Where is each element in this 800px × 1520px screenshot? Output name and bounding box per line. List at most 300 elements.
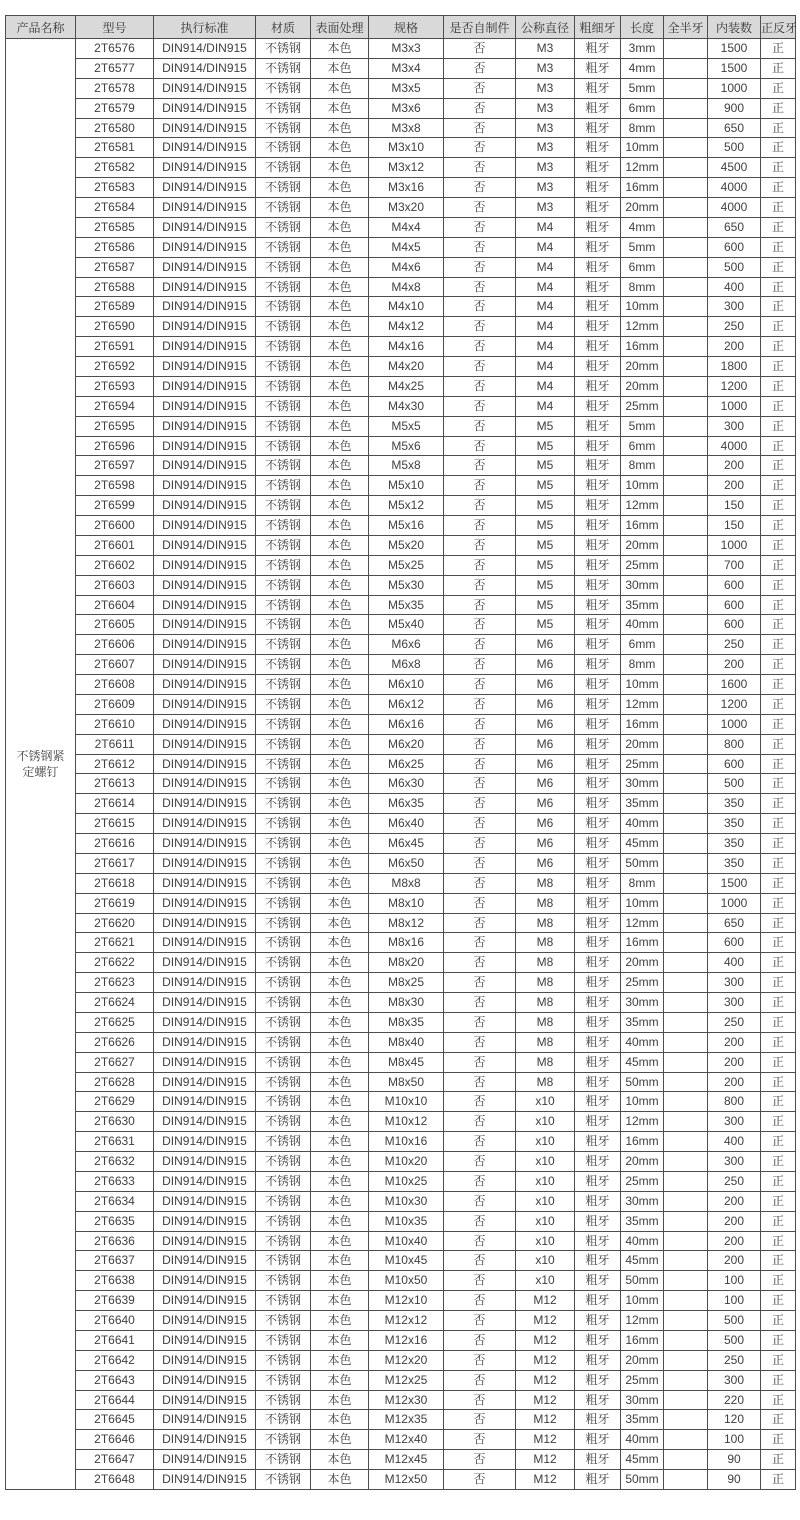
cell-model: 2T6578 bbox=[76, 78, 154, 98]
cell-pack-qty: 600 bbox=[708, 933, 761, 953]
cell-thread-pitch: 粗牙 bbox=[575, 496, 621, 516]
cell-standard: DIN914/DIN915 bbox=[154, 118, 256, 138]
cell-diameter: x10 bbox=[516, 1092, 575, 1112]
cell-spec: M6x8 bbox=[369, 655, 444, 675]
cell-surface: 本色 bbox=[311, 973, 369, 993]
cell-self-made: 否 bbox=[444, 953, 516, 973]
cell-spec: M3x3 bbox=[369, 39, 444, 59]
cell-pack-qty: 100 bbox=[708, 1271, 761, 1291]
table-row bbox=[6, 476, 796, 496]
table-row bbox=[6, 535, 796, 555]
cell-material: 不锈钢 bbox=[256, 357, 311, 377]
cell-thread-pitch: 粗牙 bbox=[575, 694, 621, 714]
cell-material: 不锈钢 bbox=[256, 993, 311, 1013]
cell-thread-coverage bbox=[664, 873, 708, 893]
cell-thread-direction: 正 bbox=[761, 456, 796, 476]
cell-thread-coverage bbox=[664, 1152, 708, 1172]
cell-surface: 本色 bbox=[311, 794, 369, 814]
cell-material: 不锈钢 bbox=[256, 893, 311, 913]
table-row bbox=[6, 675, 796, 695]
cell-thread-coverage bbox=[664, 754, 708, 774]
cell-length: 40mm bbox=[621, 1430, 664, 1450]
cell-model: 2T6621 bbox=[76, 933, 154, 953]
cell-length: 4mm bbox=[621, 217, 664, 237]
cell-material: 不锈钢 bbox=[256, 913, 311, 933]
cell-spec: M6x35 bbox=[369, 794, 444, 814]
cell-material: 不锈钢 bbox=[256, 1112, 311, 1132]
cell-model: 2T6613 bbox=[76, 774, 154, 794]
cell-thread-direction: 正 bbox=[761, 535, 796, 555]
cell-standard: DIN914/DIN915 bbox=[154, 1211, 256, 1231]
table-row bbox=[6, 754, 796, 774]
cell-diameter: M5 bbox=[516, 516, 575, 536]
cell-diameter: M3 bbox=[516, 98, 575, 118]
cell-length: 8mm bbox=[621, 655, 664, 675]
cell-thread-coverage bbox=[664, 734, 708, 754]
cell-thread-direction: 正 bbox=[761, 1330, 796, 1350]
table-row bbox=[6, 913, 796, 933]
cell-thread-coverage bbox=[664, 1450, 708, 1470]
cell-diameter: M8 bbox=[516, 1012, 575, 1032]
table-row bbox=[6, 98, 796, 118]
cell-spec: M10x25 bbox=[369, 1171, 444, 1191]
cell-thread-coverage bbox=[664, 1211, 708, 1231]
cell-surface: 本色 bbox=[311, 277, 369, 297]
cell-length: 25mm bbox=[621, 754, 664, 774]
cell-thread-direction: 正 bbox=[761, 1112, 796, 1132]
cell-length: 6mm bbox=[621, 635, 664, 655]
cell-thread-direction: 正 bbox=[761, 436, 796, 456]
cell-material: 不锈钢 bbox=[256, 376, 311, 396]
cell-model: 2T6648 bbox=[76, 1470, 154, 1490]
cell-diameter: M8 bbox=[516, 1032, 575, 1052]
cell-self-made: 否 bbox=[444, 317, 516, 337]
table-row bbox=[6, 337, 796, 357]
cell-surface: 本色 bbox=[311, 58, 369, 78]
cell-thread-direction: 正 bbox=[761, 1271, 796, 1291]
cell-standard: DIN914/DIN915 bbox=[154, 754, 256, 774]
cell-self-made: 否 bbox=[444, 237, 516, 257]
cell-surface: 本色 bbox=[311, 1152, 369, 1172]
cell-surface: 本色 bbox=[311, 1171, 369, 1191]
cell-model: 2T6610 bbox=[76, 714, 154, 734]
cell-thread-coverage bbox=[664, 1231, 708, 1251]
cell-length: 25mm bbox=[621, 973, 664, 993]
cell-standard: DIN914/DIN915 bbox=[154, 98, 256, 118]
cell-thread-coverage bbox=[664, 257, 708, 277]
cell-model: 2T6600 bbox=[76, 516, 154, 536]
cell-diameter: M6 bbox=[516, 754, 575, 774]
cell-diameter: M5 bbox=[516, 575, 575, 595]
cell-self-made: 否 bbox=[444, 1390, 516, 1410]
table-row bbox=[6, 834, 796, 854]
cell-standard: DIN914/DIN915 bbox=[154, 675, 256, 695]
cell-length: 10mm bbox=[621, 675, 664, 695]
cell-diameter: M8 bbox=[516, 973, 575, 993]
cell-thread-pitch: 粗牙 bbox=[575, 297, 621, 317]
cell-model: 2T6644 bbox=[76, 1390, 154, 1410]
cell-model: 2T6611 bbox=[76, 734, 154, 754]
cell-diameter: M3 bbox=[516, 158, 575, 178]
cell-thread-coverage bbox=[664, 376, 708, 396]
cell-thread-pitch: 粗牙 bbox=[575, 138, 621, 158]
table-row bbox=[6, 317, 796, 337]
cell-thread-pitch: 粗牙 bbox=[575, 814, 621, 834]
cell-thread-pitch: 粗牙 bbox=[575, 635, 621, 655]
cell-pack-qty: 250 bbox=[708, 635, 761, 655]
cell-diameter: M6 bbox=[516, 714, 575, 734]
table-row bbox=[6, 78, 796, 98]
cell-thread-coverage bbox=[664, 694, 708, 714]
cell-diameter: M3 bbox=[516, 39, 575, 59]
cell-material: 不锈钢 bbox=[256, 78, 311, 98]
cell-model: 2T6616 bbox=[76, 834, 154, 854]
cell-spec: M4x10 bbox=[369, 297, 444, 317]
cell-thread-pitch: 粗牙 bbox=[575, 1191, 621, 1211]
cell-thread-coverage bbox=[664, 476, 708, 496]
table-row bbox=[6, 1271, 796, 1291]
cell-thread-direction: 正 bbox=[761, 217, 796, 237]
cell-diameter: M3 bbox=[516, 118, 575, 138]
cell-thread-coverage bbox=[664, 774, 708, 794]
cell-self-made: 否 bbox=[444, 1430, 516, 1450]
cell-self-made: 否 bbox=[444, 496, 516, 516]
cell-thread-coverage bbox=[664, 913, 708, 933]
cell-thread-coverage bbox=[664, 138, 708, 158]
cell-material: 不锈钢 bbox=[256, 1092, 311, 1112]
cell-material: 不锈钢 bbox=[256, 476, 311, 496]
cell-length: 30mm bbox=[621, 575, 664, 595]
cell-spec: M4x6 bbox=[369, 257, 444, 277]
cell-thread-direction: 正 bbox=[761, 1132, 796, 1152]
cell-spec: M4x20 bbox=[369, 357, 444, 377]
cell-thread-direction: 正 bbox=[761, 78, 796, 98]
cell-diameter: M6 bbox=[516, 794, 575, 814]
cell-self-made: 否 bbox=[444, 1410, 516, 1430]
cell-pack-qty: 200 bbox=[708, 456, 761, 476]
cell-standard: DIN914/DIN915 bbox=[154, 1370, 256, 1390]
table-row bbox=[6, 357, 796, 377]
cell-diameter: M4 bbox=[516, 277, 575, 297]
table-row bbox=[6, 714, 796, 734]
cell-model: 2T6614 bbox=[76, 794, 154, 814]
cell-pack-qty: 200 bbox=[708, 476, 761, 496]
cell-material: 不锈钢 bbox=[256, 158, 311, 178]
cell-diameter: M6 bbox=[516, 694, 575, 714]
cell-surface: 本色 bbox=[311, 496, 369, 516]
cell-pack-qty: 1800 bbox=[708, 357, 761, 377]
cell-pack-qty: 1000 bbox=[708, 893, 761, 913]
cell-thread-coverage bbox=[664, 1191, 708, 1211]
cell-length: 5mm bbox=[621, 237, 664, 257]
cell-diameter: M6 bbox=[516, 774, 575, 794]
cell-self-made: 否 bbox=[444, 913, 516, 933]
cell-surface: 本色 bbox=[311, 396, 369, 416]
cell-thread-direction: 正 bbox=[761, 694, 796, 714]
cell-material: 不锈钢 bbox=[256, 1152, 311, 1172]
cell-thread-pitch: 粗牙 bbox=[575, 1291, 621, 1311]
cell-diameter: M6 bbox=[516, 814, 575, 834]
cell-model: 2T6576 bbox=[76, 39, 154, 59]
cell-thread-coverage bbox=[664, 1092, 708, 1112]
cell-standard: DIN914/DIN915 bbox=[154, 516, 256, 536]
cell-model: 2T6634 bbox=[76, 1191, 154, 1211]
cell-thread-pitch: 粗牙 bbox=[575, 555, 621, 575]
cell-diameter: M4 bbox=[516, 297, 575, 317]
cell-thread-direction: 正 bbox=[761, 794, 796, 814]
table-body bbox=[6, 39, 796, 1490]
cell-thread-direction: 正 bbox=[761, 1450, 796, 1470]
cell-model: 2T6636 bbox=[76, 1231, 154, 1251]
cell-thread-pitch: 粗牙 bbox=[575, 933, 621, 953]
cell-spec: M3x5 bbox=[369, 78, 444, 98]
cell-standard: DIN914/DIN915 bbox=[154, 595, 256, 615]
cell-thread-direction: 正 bbox=[761, 1370, 796, 1390]
cell-self-made: 否 bbox=[444, 1271, 516, 1291]
cell-pack-qty: 200 bbox=[708, 1251, 761, 1271]
cell-spec: M8x20 bbox=[369, 953, 444, 973]
cell-pack-qty: 1500 bbox=[708, 58, 761, 78]
cell-thread-coverage bbox=[664, 1112, 708, 1132]
cell-surface: 本色 bbox=[311, 893, 369, 913]
table-row bbox=[6, 953, 796, 973]
cell-material: 不锈钢 bbox=[256, 118, 311, 138]
cell-material: 不锈钢 bbox=[256, 1450, 311, 1470]
cell-material: 不锈钢 bbox=[256, 595, 311, 615]
cell-material: 不锈钢 bbox=[256, 853, 311, 873]
cell-diameter: M4 bbox=[516, 337, 575, 357]
cell-spec: M8x25 bbox=[369, 973, 444, 993]
cell-standard: DIN914/DIN915 bbox=[154, 1470, 256, 1490]
table-row bbox=[6, 1132, 796, 1152]
cell-material: 不锈钢 bbox=[256, 396, 311, 416]
cell-surface: 本色 bbox=[311, 317, 369, 337]
cell-thread-pitch: 粗牙 bbox=[575, 953, 621, 973]
cell-standard: DIN914/DIN915 bbox=[154, 1012, 256, 1032]
cell-surface: 本色 bbox=[311, 1112, 369, 1132]
cell-pack-qty: 300 bbox=[708, 993, 761, 1013]
cell-surface: 本色 bbox=[311, 98, 369, 118]
cell-material: 不锈钢 bbox=[256, 973, 311, 993]
cell-self-made: 否 bbox=[444, 1450, 516, 1470]
cell-diameter: M12 bbox=[516, 1410, 575, 1430]
cell-surface: 本色 bbox=[311, 178, 369, 198]
cell-length: 12mm bbox=[621, 1112, 664, 1132]
cell-self-made: 否 bbox=[444, 1291, 516, 1311]
cell-model: 2T6615 bbox=[76, 814, 154, 834]
cell-length: 30mm bbox=[621, 993, 664, 1013]
cell-thread-direction: 正 bbox=[761, 1470, 796, 1490]
cell-material: 不锈钢 bbox=[256, 1410, 311, 1430]
cell-standard: DIN914/DIN915 bbox=[154, 496, 256, 516]
cell-standard: DIN914/DIN915 bbox=[154, 158, 256, 178]
cell-standard: DIN914/DIN915 bbox=[154, 615, 256, 635]
cell-thread-direction: 正 bbox=[761, 1032, 796, 1052]
cell-self-made: 否 bbox=[444, 595, 516, 615]
cell-model: 2T6627 bbox=[76, 1052, 154, 1072]
cell-surface: 本色 bbox=[311, 873, 369, 893]
cell-self-made: 否 bbox=[444, 993, 516, 1013]
cell-surface: 本色 bbox=[311, 217, 369, 237]
cell-model: 2T6635 bbox=[76, 1211, 154, 1231]
cell-thread-direction: 正 bbox=[761, 933, 796, 953]
cell-thread-coverage bbox=[664, 1132, 708, 1152]
cell-thread-coverage bbox=[664, 714, 708, 734]
table-row bbox=[6, 575, 796, 595]
cell-material: 不锈钢 bbox=[256, 873, 311, 893]
cell-surface: 本色 bbox=[311, 1012, 369, 1032]
cell-model: 2T6606 bbox=[76, 635, 154, 655]
cell-standard: DIN914/DIN915 bbox=[154, 1171, 256, 1191]
cell-self-made: 否 bbox=[444, 814, 516, 834]
cell-model: 2T6633 bbox=[76, 1171, 154, 1191]
cell-thread-coverage bbox=[664, 496, 708, 516]
cell-thread-direction: 正 bbox=[761, 357, 796, 377]
cell-thread-pitch: 粗牙 bbox=[575, 913, 621, 933]
cell-thread-direction: 正 bbox=[761, 615, 796, 635]
cell-spec: M4x12 bbox=[369, 317, 444, 337]
col-header-length: 长度 bbox=[621, 16, 664, 39]
cell-diameter: M4 bbox=[516, 376, 575, 396]
cell-thread-pitch: 粗牙 bbox=[575, 1330, 621, 1350]
cell-standard: DIN914/DIN915 bbox=[154, 933, 256, 953]
cell-thread-direction: 正 bbox=[761, 774, 796, 794]
cell-thread-pitch: 粗牙 bbox=[575, 376, 621, 396]
cell-standard: DIN914/DIN915 bbox=[154, 1450, 256, 1470]
cell-self-made: 否 bbox=[444, 774, 516, 794]
cell-material: 不锈钢 bbox=[256, 754, 311, 774]
cell-material: 不锈钢 bbox=[256, 834, 311, 854]
cell-spec: M8x30 bbox=[369, 993, 444, 1013]
header-row bbox=[6, 16, 796, 39]
cell-pack-qty: 100 bbox=[708, 1291, 761, 1311]
cell-diameter: M5 bbox=[516, 595, 575, 615]
cell-material: 不锈钢 bbox=[256, 516, 311, 536]
cell-model: 2T6609 bbox=[76, 694, 154, 714]
cell-thread-direction: 正 bbox=[761, 257, 796, 277]
cell-spec: M5x30 bbox=[369, 575, 444, 595]
cell-length: 20mm bbox=[621, 535, 664, 555]
cell-standard: DIN914/DIN915 bbox=[154, 217, 256, 237]
cell-self-made: 否 bbox=[444, 1112, 516, 1132]
cell-thread-pitch: 粗牙 bbox=[575, 58, 621, 78]
cell-standard: DIN914/DIN915 bbox=[154, 1231, 256, 1251]
cell-diameter: M5 bbox=[516, 416, 575, 436]
cell-model: 2T6642 bbox=[76, 1350, 154, 1370]
cell-surface: 本色 bbox=[311, 1271, 369, 1291]
cell-model: 2T6599 bbox=[76, 496, 154, 516]
cell-pack-qty: 1000 bbox=[708, 78, 761, 98]
cell-self-made: 否 bbox=[444, 39, 516, 59]
cell-thread-coverage bbox=[664, 396, 708, 416]
col-header-diameter: 公称直径 bbox=[516, 16, 575, 39]
cell-surface: 本色 bbox=[311, 635, 369, 655]
cell-thread-coverage bbox=[664, 953, 708, 973]
cell-model: 2T6586 bbox=[76, 237, 154, 257]
cell-self-made: 否 bbox=[444, 933, 516, 953]
cell-thread-pitch: 粗牙 bbox=[575, 893, 621, 913]
cell-length: 12mm bbox=[621, 694, 664, 714]
cell-surface: 本色 bbox=[311, 138, 369, 158]
cell-spec: M10x16 bbox=[369, 1132, 444, 1152]
cell-length: 25mm bbox=[621, 1370, 664, 1390]
cell-self-made: 否 bbox=[444, 1470, 516, 1490]
cell-material: 不锈钢 bbox=[256, 1052, 311, 1072]
cell-thread-coverage bbox=[664, 535, 708, 555]
cell-thread-pitch: 粗牙 bbox=[575, 396, 621, 416]
cell-surface: 本色 bbox=[311, 535, 369, 555]
cell-length: 50mm bbox=[621, 1072, 664, 1092]
cell-spec: M8x45 bbox=[369, 1052, 444, 1072]
col-header-surface: 表面处理 bbox=[311, 16, 369, 39]
cell-length: 50mm bbox=[621, 1271, 664, 1291]
cell-surface: 本色 bbox=[311, 595, 369, 615]
cell-self-made: 否 bbox=[444, 853, 516, 873]
cell-thread-direction: 正 bbox=[761, 1350, 796, 1370]
cell-model: 2T6590 bbox=[76, 317, 154, 337]
cell-surface: 本色 bbox=[311, 237, 369, 257]
cell-thread-direction: 正 bbox=[761, 376, 796, 396]
cell-standard: DIN914/DIN915 bbox=[154, 1152, 256, 1172]
cell-thread-pitch: 粗牙 bbox=[575, 1251, 621, 1271]
col-header-standard: 执行标准 bbox=[154, 16, 256, 39]
cell-model: 2T6643 bbox=[76, 1370, 154, 1390]
cell-pack-qty: 200 bbox=[708, 1211, 761, 1231]
table-row bbox=[6, 178, 796, 198]
cell-thread-direction: 正 bbox=[761, 337, 796, 357]
cell-length: 35mm bbox=[621, 794, 664, 814]
cell-diameter: M4 bbox=[516, 257, 575, 277]
cell-spec: M10x10 bbox=[369, 1092, 444, 1112]
cell-thread-direction: 正 bbox=[761, 893, 796, 913]
cell-standard: DIN914/DIN915 bbox=[154, 1112, 256, 1132]
cell-model: 2T6637 bbox=[76, 1251, 154, 1271]
cell-diameter: M8 bbox=[516, 993, 575, 1013]
cell-length: 16mm bbox=[621, 714, 664, 734]
cell-self-made: 否 bbox=[444, 1052, 516, 1072]
cell-thread-coverage bbox=[664, 893, 708, 913]
cell-pack-qty: 400 bbox=[708, 953, 761, 973]
cell-model: 2T6631 bbox=[76, 1132, 154, 1152]
cell-spec: M5x10 bbox=[369, 476, 444, 496]
table-row bbox=[6, 1171, 796, 1191]
cell-diameter: M4 bbox=[516, 317, 575, 337]
cell-self-made: 否 bbox=[444, 615, 516, 635]
cell-thread-pitch: 粗牙 bbox=[575, 436, 621, 456]
table-row bbox=[6, 893, 796, 913]
cell-thread-direction: 正 bbox=[761, 98, 796, 118]
cell-diameter: x10 bbox=[516, 1191, 575, 1211]
cell-model: 2T6624 bbox=[76, 993, 154, 1013]
table-row bbox=[6, 873, 796, 893]
table-row bbox=[6, 1430, 796, 1450]
cell-material: 不锈钢 bbox=[256, 794, 311, 814]
cell-model: 2T6601 bbox=[76, 535, 154, 555]
cell-thread-direction: 正 bbox=[761, 416, 796, 436]
cell-surface: 本色 bbox=[311, 754, 369, 774]
cell-self-made: 否 bbox=[444, 734, 516, 754]
cell-thread-coverage bbox=[664, 78, 708, 98]
cell-standard: DIN914/DIN915 bbox=[154, 973, 256, 993]
cell-thread-pitch: 粗牙 bbox=[575, 834, 621, 854]
cell-thread-direction: 正 bbox=[761, 1072, 796, 1092]
cell-length: 20mm bbox=[621, 357, 664, 377]
table-row bbox=[6, 39, 796, 59]
cell-thread-pitch: 粗牙 bbox=[575, 1430, 621, 1450]
cell-model: 2T6579 bbox=[76, 98, 154, 118]
cell-model: 2T6647 bbox=[76, 1450, 154, 1470]
table-row bbox=[6, 1231, 796, 1251]
